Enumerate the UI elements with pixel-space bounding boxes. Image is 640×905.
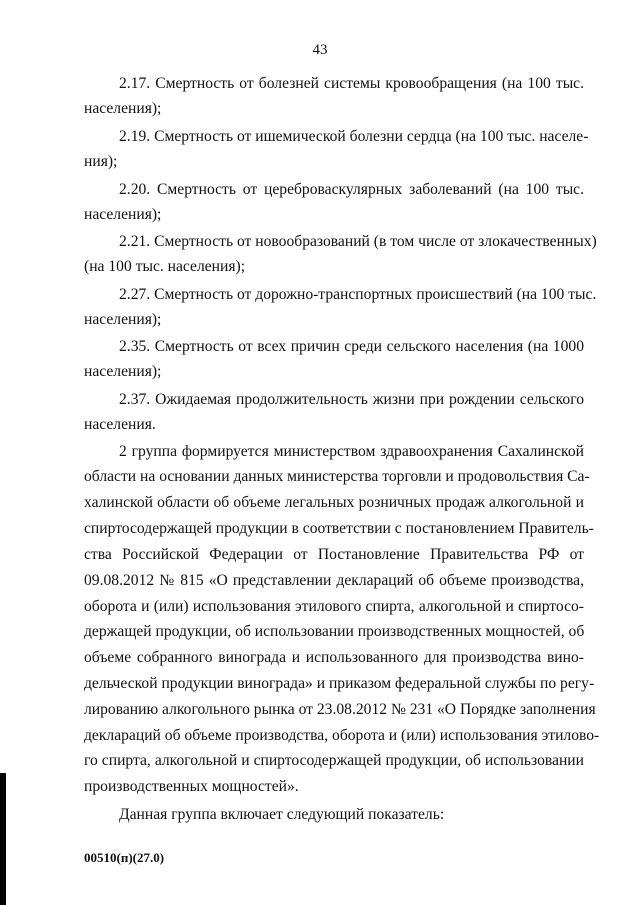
- text-line: го спирта, алкогольной и спиртосодержащей продукции, об использовании: [84, 752, 584, 769]
- page-number: 43: [312, 42, 328, 58]
- text-line: 09.08.2012 № 815 «О представлении деклараций об объеме производства,: [84, 572, 584, 589]
- text-line: населения);: [84, 363, 162, 380]
- text-line: 2.17. Смертность от болезней системы кровообращения (на 100 тыс.: [119, 75, 584, 92]
- text-line: держащей продукции, об использовании производственных мощностей, об: [84, 623, 585, 640]
- text-line: населения);: [84, 206, 162, 223]
- text-line: 2.21. Смертность от новообразований (в том числе от злокачественных): [119, 233, 597, 250]
- text-line: объеме собранного винограда и использованного для производства вино-: [84, 649, 584, 666]
- text-line: деклараций об объеме производства, оборота и (или) использования этилово-: [84, 727, 600, 744]
- text-line: населения);: [84, 100, 162, 117]
- text-line: населения.: [84, 416, 156, 433]
- text-line: населения);: [84, 311, 162, 328]
- text-line: производственных мощностей».: [84, 778, 299, 795]
- text-line: 2.35. Смертность от всех причин среди сельского населения (на 1000: [119, 338, 584, 355]
- footer-code: 00510(п)(27.0): [84, 850, 165, 865]
- text-line: оборота и (или) использования этилового спирта, алкогольной и спиртосо-: [84, 598, 584, 615]
- text-line: ства Российской Федерации от Постановление Правительства РФ от: [84, 546, 584, 563]
- text-line: 2 группа формируется министерством здравоохранения Сахалинской: [119, 443, 584, 460]
- text-line: халинской области об объеме легальных розничных продаж алкогольной и: [84, 494, 584, 511]
- text-line: (на 100 тыс. населения);: [84, 258, 246, 275]
- text-line: 2.27. Смертность от дорожно-транспортных происшествий (на 100 тыс.: [119, 286, 597, 303]
- text-line: ния);: [84, 153, 118, 170]
- text-line: спиртосодержащей продукции в соответствии с постановлением Правитель-: [84, 520, 594, 537]
- text-line: 2.19. Смертность от ишемической болезни сердца (на 100 тыс. населе-: [119, 128, 589, 145]
- text-line: области на основании данных министерства торговли и продовольствия Са-: [84, 468, 590, 485]
- text-line: лированию алкогольного рынка от 23.08.2012 № 231 «О Порядке заполнения: [84, 701, 596, 718]
- scan-edge-bar: [0, 773, 6, 905]
- text-line: 2.37. Ожидаемая продолжительность жизни при рождении сельского: [119, 391, 584, 408]
- text-line: дельческой продукции винограда» и приказом федеральной службы по регу-: [84, 675, 595, 692]
- text-line: Данная группа включает следующий показатель:: [119, 806, 445, 823]
- text-line: 2.20. Смертность от цереброваскулярных заболеваний (на 100 тыс.: [119, 181, 584, 198]
